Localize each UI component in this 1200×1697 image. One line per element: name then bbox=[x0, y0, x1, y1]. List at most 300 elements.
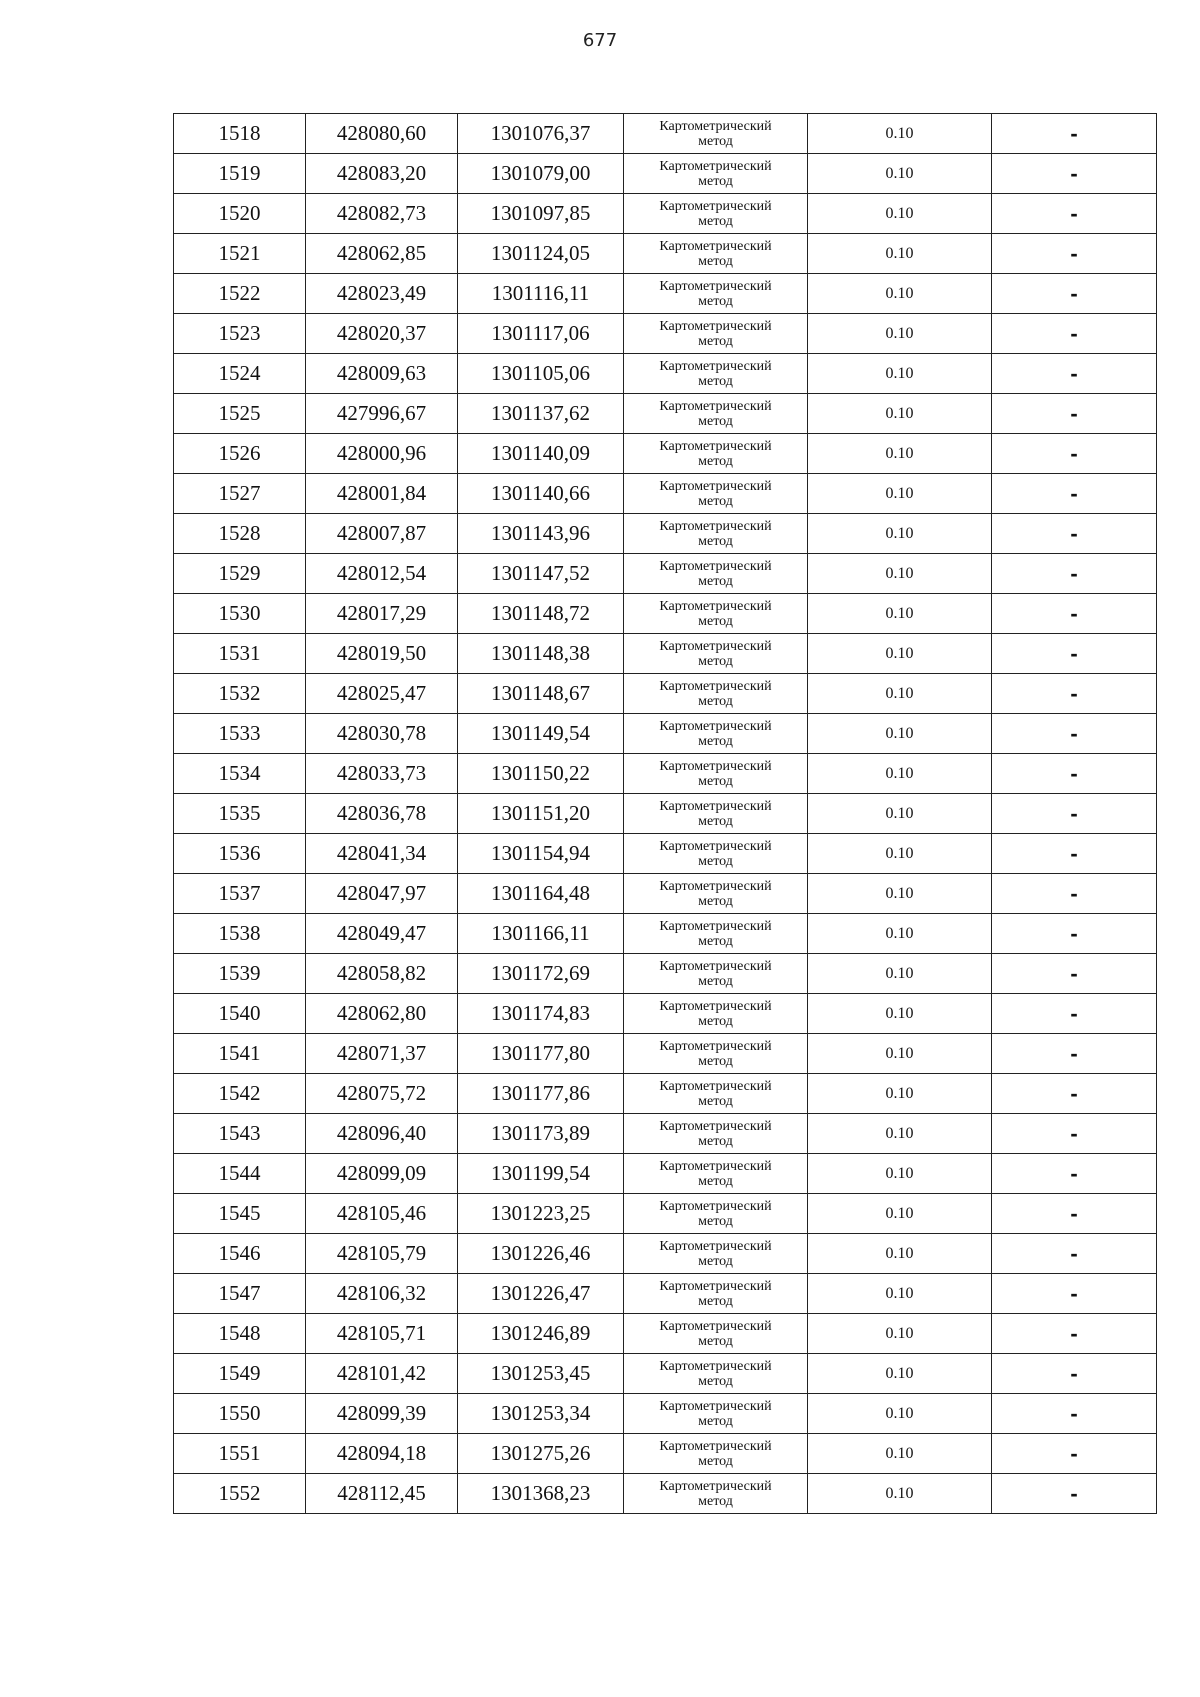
point-number-cell: 1523 bbox=[174, 314, 306, 354]
table-row bbox=[174, 1194, 1157, 1234]
method-line-1: Картометрический bbox=[659, 158, 772, 174]
point-number-cell: 1531 bbox=[174, 634, 306, 674]
table-row bbox=[174, 474, 1157, 514]
description-cell: - bbox=[992, 914, 1157, 954]
point-number-cell: 1552 bbox=[174, 1474, 306, 1514]
method-line-1: Картометрический bbox=[659, 1318, 772, 1334]
table-row bbox=[174, 874, 1157, 914]
coord-y-cell: 1301172,69 bbox=[458, 954, 624, 994]
description-cell: - bbox=[992, 474, 1157, 514]
table-row bbox=[174, 1474, 1157, 1514]
coord-y-cell: 1301166,11 bbox=[458, 914, 624, 954]
method-line-2: метод bbox=[698, 493, 733, 509]
method-line-1: Картометрический bbox=[659, 1238, 772, 1254]
accuracy-cell: 0.10 bbox=[808, 194, 992, 234]
method-line-1: Картометрический bbox=[659, 1358, 772, 1374]
description-cell: - bbox=[992, 1034, 1157, 1074]
coord-x-cell: 428099,09 bbox=[306, 1154, 458, 1194]
coord-x-cell: 428007,87 bbox=[306, 514, 458, 554]
description-cell: - bbox=[992, 1474, 1157, 1514]
method-line-2: метод bbox=[698, 173, 733, 189]
method-cell bbox=[624, 1154, 808, 1194]
point-number-cell: 1549 bbox=[174, 1354, 306, 1394]
method-line-2: метод bbox=[698, 1053, 733, 1069]
coord-y-cell: 1301174,83 bbox=[458, 994, 624, 1034]
accuracy-cell: 0.10 bbox=[808, 994, 992, 1034]
coord-y-cell: 1301149,54 bbox=[458, 714, 624, 754]
accuracy-cell: 0.10 bbox=[808, 674, 992, 714]
method-cell bbox=[624, 874, 808, 914]
description-cell: - bbox=[992, 354, 1157, 394]
method-line-2: метод bbox=[698, 733, 733, 749]
table-row bbox=[174, 1114, 1157, 1154]
point-number-cell: 1534 bbox=[174, 754, 306, 794]
coord-x-cell: 428094,18 bbox=[306, 1434, 458, 1474]
coord-x-cell: 428062,85 bbox=[306, 234, 458, 274]
method-cell bbox=[624, 514, 808, 554]
method-cell bbox=[624, 474, 808, 514]
method-line-1: Картометрический bbox=[659, 918, 772, 934]
coord-y-cell: 1301226,46 bbox=[458, 1234, 624, 1274]
method-line-1: Картометрический bbox=[659, 758, 772, 774]
coord-x-cell: 428075,72 bbox=[306, 1074, 458, 1114]
coord-x-cell: 428112,45 bbox=[306, 1474, 458, 1514]
accuracy-cell: 0.10 bbox=[808, 634, 992, 674]
method-cell bbox=[624, 954, 808, 994]
method-line-1: Картометрический bbox=[659, 318, 772, 334]
table-row bbox=[174, 514, 1157, 554]
table-row bbox=[174, 1434, 1157, 1474]
method-line-2: метод bbox=[698, 773, 733, 789]
coord-y-cell: 1301148,72 bbox=[458, 594, 624, 634]
method-line-2: метод bbox=[698, 613, 733, 629]
table-row bbox=[174, 634, 1157, 674]
coord-y-cell: 1301151,20 bbox=[458, 794, 624, 834]
method-line-2: метод bbox=[698, 813, 733, 829]
table-row bbox=[174, 714, 1157, 754]
point-number-cell: 1544 bbox=[174, 1154, 306, 1194]
coord-x-cell: 428012,54 bbox=[306, 554, 458, 594]
accuracy-cell: 0.10 bbox=[808, 274, 992, 314]
point-number-cell: 1541 bbox=[174, 1034, 306, 1074]
accuracy-cell: 0.10 bbox=[808, 954, 992, 994]
table-row bbox=[174, 754, 1157, 794]
method-line-1: Картометрический bbox=[659, 718, 772, 734]
table-row bbox=[174, 554, 1157, 594]
table-row bbox=[174, 1074, 1157, 1114]
coord-x-cell: 428082,73 bbox=[306, 194, 458, 234]
table-row bbox=[174, 594, 1157, 634]
point-number-cell: 1551 bbox=[174, 1434, 306, 1474]
method-line-2: метод bbox=[698, 1413, 733, 1429]
coord-x-cell: 428083,20 bbox=[306, 154, 458, 194]
method-line-1: Картометрический bbox=[659, 1438, 772, 1454]
method-line-1: Картометрический bbox=[659, 558, 772, 574]
table-row bbox=[174, 1354, 1157, 1394]
method-line-2: метод bbox=[698, 1173, 733, 1189]
method-line-1: Картометрический bbox=[659, 1078, 772, 1094]
method-line-1: Картометрический bbox=[659, 1478, 772, 1494]
method-line-2: метод bbox=[698, 1373, 733, 1389]
point-number-cell: 1529 bbox=[174, 554, 306, 594]
point-number-cell: 1525 bbox=[174, 394, 306, 434]
accuracy-cell: 0.10 bbox=[808, 314, 992, 354]
method-line-1: Картометрический bbox=[659, 398, 772, 414]
method-line-1: Картометрический bbox=[659, 1278, 772, 1294]
accuracy-cell: 0.10 bbox=[808, 234, 992, 274]
accuracy-cell: 0.10 bbox=[808, 1234, 992, 1274]
description-cell: - bbox=[992, 1234, 1157, 1274]
point-number-cell: 1536 bbox=[174, 834, 306, 874]
accuracy-cell: 0.10 bbox=[808, 394, 992, 434]
description-cell: - bbox=[992, 634, 1157, 674]
coord-y-cell: 1301147,52 bbox=[458, 554, 624, 594]
method-line-2: метод bbox=[698, 1133, 733, 1149]
coordinates-table bbox=[173, 113, 1157, 1514]
table-row bbox=[174, 834, 1157, 874]
accuracy-cell: 0.10 bbox=[808, 154, 992, 194]
point-number-cell: 1528 bbox=[174, 514, 306, 554]
accuracy-cell: 0.10 bbox=[808, 594, 992, 634]
coord-y-cell: 1301150,22 bbox=[458, 754, 624, 794]
method-line-1: Картометрический bbox=[659, 798, 772, 814]
description-cell: - bbox=[992, 554, 1157, 594]
method-line-1: Картометрический bbox=[659, 198, 772, 214]
coord-y-cell: 1301275,26 bbox=[458, 1434, 624, 1474]
method-line-2: метод bbox=[698, 133, 733, 149]
description-cell: - bbox=[992, 194, 1157, 234]
accuracy-cell: 0.10 bbox=[808, 1274, 992, 1314]
coord-x-cell: 428033,73 bbox=[306, 754, 458, 794]
coord-y-cell: 1301253,34 bbox=[458, 1394, 624, 1434]
table-row bbox=[174, 234, 1157, 274]
table-row bbox=[174, 1154, 1157, 1194]
point-number-cell: 1545 bbox=[174, 1194, 306, 1234]
coord-x-cell: 428105,71 bbox=[306, 1314, 458, 1354]
coord-y-cell: 1301140,09 bbox=[458, 434, 624, 474]
point-number-cell: 1532 bbox=[174, 674, 306, 714]
method-line-2: метод bbox=[698, 693, 733, 709]
method-line-2: метод bbox=[698, 213, 733, 229]
table-row bbox=[174, 994, 1157, 1034]
point-number-cell: 1527 bbox=[174, 474, 306, 514]
coord-y-cell: 1301076,37 bbox=[458, 114, 624, 154]
method-cell bbox=[624, 1394, 808, 1434]
method-line-1: Картометрический bbox=[659, 598, 772, 614]
accuracy-cell: 0.10 bbox=[808, 794, 992, 834]
method-cell bbox=[624, 1474, 808, 1514]
method-line-1: Картометрический bbox=[659, 518, 772, 534]
description-cell: - bbox=[992, 394, 1157, 434]
method-line-1: Картометрический bbox=[659, 638, 772, 654]
coordinates-table-body bbox=[174, 114, 1157, 1514]
description-cell: - bbox=[992, 314, 1157, 354]
table-row bbox=[174, 194, 1157, 234]
description-cell: - bbox=[992, 594, 1157, 634]
accuracy-cell: 0.10 bbox=[808, 754, 992, 794]
method-cell bbox=[624, 434, 808, 474]
coord-y-cell: 1301173,89 bbox=[458, 1114, 624, 1154]
point-number-cell: 1547 bbox=[174, 1274, 306, 1314]
description-cell: - bbox=[992, 1154, 1157, 1194]
coord-y-cell: 1301368,23 bbox=[458, 1474, 624, 1514]
method-cell bbox=[624, 1074, 808, 1114]
method-cell bbox=[624, 1314, 808, 1354]
accuracy-cell: 0.10 bbox=[808, 554, 992, 594]
point-number-cell: 1546 bbox=[174, 1234, 306, 1274]
description-cell: - bbox=[992, 754, 1157, 794]
method-line-2: метод bbox=[698, 413, 733, 429]
method-cell bbox=[624, 394, 808, 434]
coord-y-cell: 1301116,11 bbox=[458, 274, 624, 314]
method-line-2: метод bbox=[698, 933, 733, 949]
description-cell: - bbox=[992, 1434, 1157, 1474]
method-line-2: метод bbox=[698, 293, 733, 309]
method-line-2: метод bbox=[698, 653, 733, 669]
method-line-2: метод bbox=[698, 1013, 733, 1029]
description-cell: - bbox=[992, 1394, 1157, 1434]
coord-x-cell: 428000,96 bbox=[306, 434, 458, 474]
coord-y-cell: 1301177,80 bbox=[458, 1034, 624, 1074]
point-number-cell: 1538 bbox=[174, 914, 306, 954]
method-cell bbox=[624, 354, 808, 394]
point-number-cell: 1542 bbox=[174, 1074, 306, 1114]
method-line-2: метод bbox=[698, 973, 733, 989]
method-cell bbox=[624, 1194, 808, 1234]
coord-y-cell: 1301223,25 bbox=[458, 1194, 624, 1234]
method-cell bbox=[624, 834, 808, 874]
point-number-cell: 1550 bbox=[174, 1394, 306, 1434]
method-cell bbox=[624, 194, 808, 234]
point-number-cell: 1522 bbox=[174, 274, 306, 314]
point-number-cell: 1539 bbox=[174, 954, 306, 994]
accuracy-cell: 0.10 bbox=[808, 834, 992, 874]
description-cell: - bbox=[992, 434, 1157, 474]
accuracy-cell: 0.10 bbox=[808, 1114, 992, 1154]
accuracy-cell: 0.10 bbox=[808, 354, 992, 394]
description-cell: - bbox=[992, 714, 1157, 754]
coord-x-cell: 428019,50 bbox=[306, 634, 458, 674]
coord-y-cell: 1301079,00 bbox=[458, 154, 624, 194]
table-row bbox=[174, 1394, 1157, 1434]
description-cell: - bbox=[992, 874, 1157, 914]
method-cell bbox=[624, 634, 808, 674]
method-line-2: метод bbox=[698, 373, 733, 389]
accuracy-cell: 0.10 bbox=[808, 1074, 992, 1114]
accuracy-cell: 0.10 bbox=[808, 1154, 992, 1194]
method-cell bbox=[624, 1114, 808, 1154]
method-line-2: метод bbox=[698, 1453, 733, 1469]
method-line-1: Картометрический bbox=[659, 1118, 772, 1134]
coord-x-cell: 428071,37 bbox=[306, 1034, 458, 1074]
method-line-1: Картометрический bbox=[659, 1038, 772, 1054]
table-row bbox=[174, 314, 1157, 354]
table-row bbox=[174, 394, 1157, 434]
coord-y-cell: 1301117,06 bbox=[458, 314, 624, 354]
method-line-1: Картометрический bbox=[659, 678, 772, 694]
description-cell: - bbox=[992, 1274, 1157, 1314]
description-cell: - bbox=[992, 154, 1157, 194]
method-line-1: Картометрический bbox=[659, 1398, 772, 1414]
coord-x-cell: 428105,79 bbox=[306, 1234, 458, 1274]
coord-x-cell: 428036,78 bbox=[306, 794, 458, 834]
coord-x-cell: 428049,47 bbox=[306, 914, 458, 954]
coord-x-cell: 428047,97 bbox=[306, 874, 458, 914]
coord-y-cell: 1301177,86 bbox=[458, 1074, 624, 1114]
method-cell bbox=[624, 1434, 808, 1474]
point-number-cell: 1540 bbox=[174, 994, 306, 1034]
method-line-2: метод bbox=[698, 573, 733, 589]
accuracy-cell: 0.10 bbox=[808, 1434, 992, 1474]
point-number-cell: 1524 bbox=[174, 354, 306, 394]
coord-y-cell: 1301154,94 bbox=[458, 834, 624, 874]
coord-x-cell: 428080,60 bbox=[306, 114, 458, 154]
coord-x-cell: 428062,80 bbox=[306, 994, 458, 1034]
table-row bbox=[174, 274, 1157, 314]
coord-x-cell: 428030,78 bbox=[306, 714, 458, 754]
accuracy-cell: 0.10 bbox=[808, 514, 992, 554]
method-line-2: метод bbox=[698, 1493, 733, 1509]
description-cell: - bbox=[992, 1314, 1157, 1354]
method-line-2: метод bbox=[698, 1093, 733, 1109]
method-line-2: метод bbox=[698, 1213, 733, 1229]
coord-y-cell: 1301246,89 bbox=[458, 1314, 624, 1354]
method-line-1: Картометрический bbox=[659, 478, 772, 494]
description-cell: - bbox=[992, 954, 1157, 994]
description-cell: - bbox=[992, 1114, 1157, 1154]
coord-x-cell: 428041,34 bbox=[306, 834, 458, 874]
method-line-2: метод bbox=[698, 853, 733, 869]
coord-y-cell: 1301164,48 bbox=[458, 874, 624, 914]
table-row bbox=[174, 914, 1157, 954]
method-line-2: метод bbox=[698, 253, 733, 269]
point-number-cell: 1520 bbox=[174, 194, 306, 234]
table-row bbox=[174, 1314, 1157, 1354]
method-cell bbox=[624, 914, 808, 954]
description-cell: - bbox=[992, 1194, 1157, 1234]
method-line-1: Картометрический bbox=[659, 958, 772, 974]
point-number-cell: 1533 bbox=[174, 714, 306, 754]
coord-y-cell: 1301148,67 bbox=[458, 674, 624, 714]
method-cell bbox=[624, 1034, 808, 1074]
point-number-cell: 1518 bbox=[174, 114, 306, 154]
method-cell bbox=[624, 594, 808, 634]
table-row bbox=[174, 1034, 1157, 1074]
coord-x-cell: 428009,63 bbox=[306, 354, 458, 394]
method-cell bbox=[624, 754, 808, 794]
point-number-cell: 1521 bbox=[174, 234, 306, 274]
coord-x-cell: 428105,46 bbox=[306, 1194, 458, 1234]
method-cell bbox=[624, 1274, 808, 1314]
method-line-2: метод bbox=[698, 1333, 733, 1349]
method-cell bbox=[624, 994, 808, 1034]
description-cell: - bbox=[992, 114, 1157, 154]
point-number-cell: 1526 bbox=[174, 434, 306, 474]
accuracy-cell: 0.10 bbox=[808, 1314, 992, 1354]
coord-y-cell: 1301253,45 bbox=[458, 1354, 624, 1394]
accuracy-cell: 0.10 bbox=[808, 1394, 992, 1434]
coord-x-cell: 428001,84 bbox=[306, 474, 458, 514]
method-cell bbox=[624, 234, 808, 274]
description-cell: - bbox=[992, 234, 1157, 274]
method-cell bbox=[624, 314, 808, 354]
coord-y-cell: 1301199,54 bbox=[458, 1154, 624, 1194]
method-line-2: метод bbox=[698, 533, 733, 549]
accuracy-cell: 0.10 bbox=[808, 1474, 992, 1514]
method-cell bbox=[624, 274, 808, 314]
method-line-1: Картометрический bbox=[659, 278, 772, 294]
point-number-cell: 1519 bbox=[174, 154, 306, 194]
description-cell: - bbox=[992, 834, 1157, 874]
coord-y-cell: 1301097,85 bbox=[458, 194, 624, 234]
description-cell: - bbox=[992, 274, 1157, 314]
point-number-cell: 1535 bbox=[174, 794, 306, 834]
coord-x-cell: 428058,82 bbox=[306, 954, 458, 994]
accuracy-cell: 0.10 bbox=[808, 1354, 992, 1394]
point-number-cell: 1537 bbox=[174, 874, 306, 914]
method-line-1: Картометрический bbox=[659, 1198, 772, 1214]
point-number-cell: 1530 bbox=[174, 594, 306, 634]
coord-x-cell: 427996,67 bbox=[306, 394, 458, 434]
method-line-2: метод bbox=[698, 893, 733, 909]
method-line-1: Картометрический bbox=[659, 1158, 772, 1174]
coord-x-cell: 428020,37 bbox=[306, 314, 458, 354]
coord-x-cell: 428101,42 bbox=[306, 1354, 458, 1394]
description-cell: - bbox=[992, 994, 1157, 1034]
table-row bbox=[174, 154, 1157, 194]
description-cell: - bbox=[992, 674, 1157, 714]
method-line-1: Картометрический bbox=[659, 438, 772, 454]
method-line-1: Картометрический bbox=[659, 118, 772, 134]
coord-y-cell: 1301137,62 bbox=[458, 394, 624, 434]
method-cell bbox=[624, 114, 808, 154]
accuracy-cell: 0.10 bbox=[808, 914, 992, 954]
table-row bbox=[174, 674, 1157, 714]
table-row bbox=[174, 354, 1157, 394]
point-number-cell: 1543 bbox=[174, 1114, 306, 1154]
accuracy-cell: 0.10 bbox=[808, 874, 992, 914]
table-row bbox=[174, 954, 1157, 994]
method-line-1: Картометрический bbox=[659, 998, 772, 1014]
method-line-1: Картометрический bbox=[659, 878, 772, 894]
description-cell: - bbox=[992, 1354, 1157, 1394]
coord-y-cell: 1301226,47 bbox=[458, 1274, 624, 1314]
method-line-2: метод bbox=[698, 333, 733, 349]
method-line-2: метод bbox=[698, 1253, 733, 1269]
method-cell bbox=[624, 554, 808, 594]
coord-x-cell: 428096,40 bbox=[306, 1114, 458, 1154]
method-cell bbox=[624, 794, 808, 834]
accuracy-cell: 0.10 bbox=[808, 714, 992, 754]
method-cell bbox=[624, 1354, 808, 1394]
description-cell: - bbox=[992, 514, 1157, 554]
method-cell bbox=[624, 714, 808, 754]
description-cell: - bbox=[992, 794, 1157, 834]
point-number-cell: 1548 bbox=[174, 1314, 306, 1354]
table-row bbox=[174, 114, 1157, 154]
method-cell bbox=[624, 154, 808, 194]
method-cell bbox=[624, 1234, 808, 1274]
coord-x-cell: 428017,29 bbox=[306, 594, 458, 634]
accuracy-cell: 0.10 bbox=[808, 114, 992, 154]
method-line-1: Картометрический bbox=[659, 238, 772, 254]
accuracy-cell: 0.10 bbox=[808, 474, 992, 514]
coord-x-cell: 428106,32 bbox=[306, 1274, 458, 1314]
accuracy-cell: 0.10 bbox=[808, 1034, 992, 1074]
method-line-1: Картометрический bbox=[659, 358, 772, 374]
coord-x-cell: 428099,39 bbox=[306, 1394, 458, 1434]
coord-y-cell: 1301105,06 bbox=[458, 354, 624, 394]
